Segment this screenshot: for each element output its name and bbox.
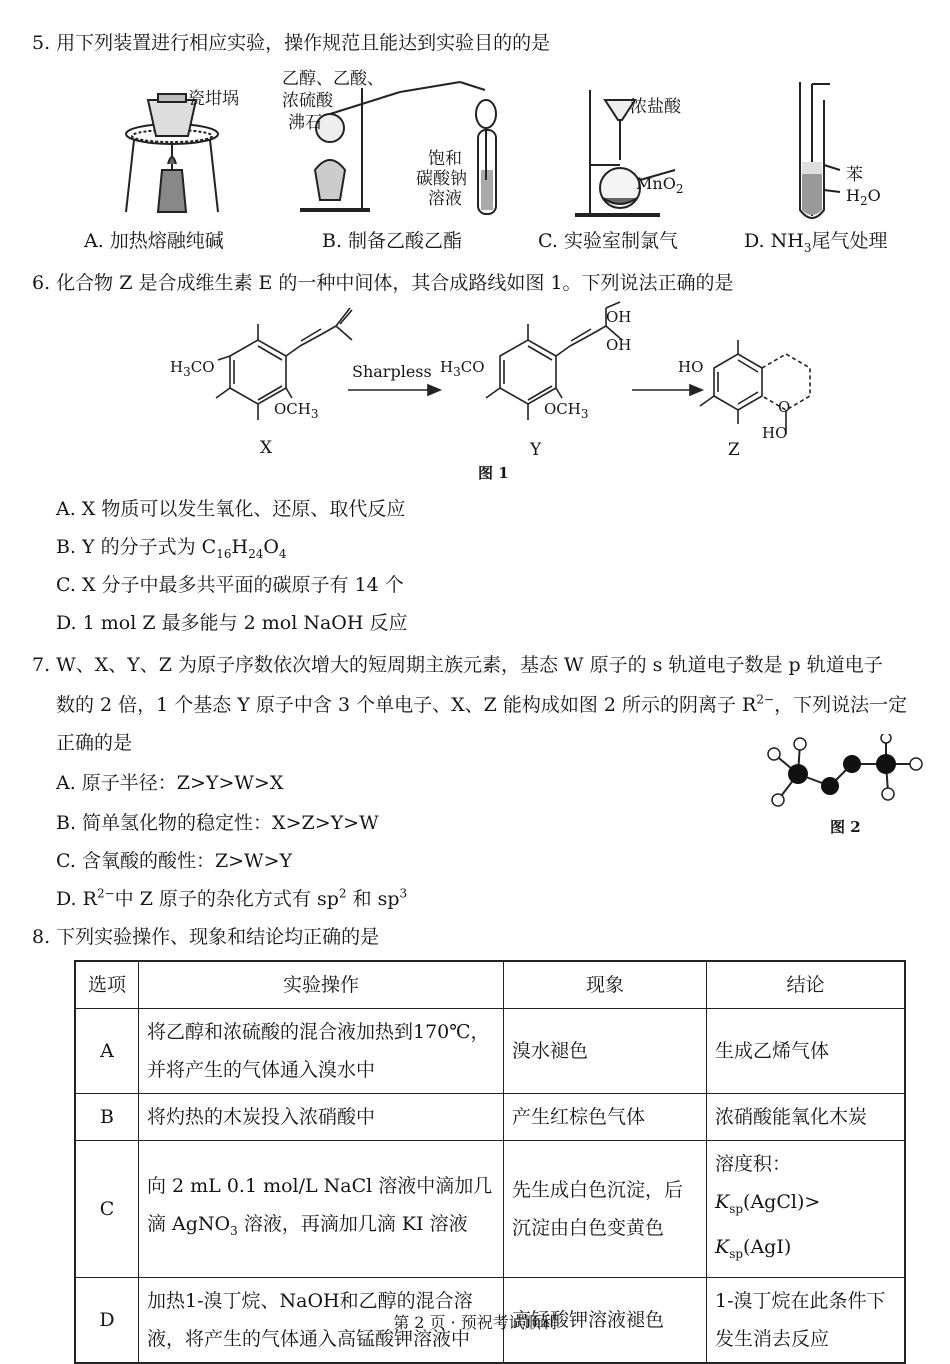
label-saturated-2: 碳酸钠 [416, 169, 467, 189]
row-b-operation: 将灼热的木炭投入浓硝酸中 [139, 1094, 504, 1141]
figure-2-anion-model [760, 734, 930, 814]
q7-option-d: D. $R^{2-}$中 Z 原子的杂化方式有 $sp^2$ 和 $sp^3$ [56, 886, 408, 910]
q6-option-a: A. X 物质可以发生氧化、还原、取代反应 [56, 498, 406, 520]
q5-option-b: B. 制备乙酸乙酯 [322, 230, 463, 252]
table-row [75, 1094, 905, 1141]
label-boiling-chip: 沸石 [288, 113, 322, 133]
row-c-conclusion: 溶度积：$K_{sp}(AgCl)>$ $K_{sp}(AgI)$ [707, 1141, 906, 1278]
header-operation: 实验操作 [139, 961, 504, 1009]
row-a-operation: 将乙醇和浓硫酸的混合液加热到170℃，并将产生的气体通入溴水中 [139, 1009, 504, 1094]
row-c-option: C [75, 1141, 139, 1278]
label-hcl: 浓盐酸 [630, 97, 681, 117]
reagent-sharpless: Sharpless [352, 362, 432, 381]
label-reagents: 乙醇、乙酸、 [282, 69, 384, 89]
row-d-operation: 加热1-溴丁烷、NaOH和乙醇的混合溶液，将产生的气体通入高锰酸钾溶液中 [139, 1277, 504, 1363]
q5-option-a: A. 加热熔融纯碱 [84, 230, 224, 252]
experiment-table [74, 960, 906, 1364]
y-oh-top: OH [606, 308, 632, 326]
row-b-option: B [75, 1094, 139, 1141]
row-c-phenomenon: 先生成白色沉淀，后沉淀由白色变黄色 [504, 1141, 707, 1278]
label-saturated-1: 饱和 [428, 149, 462, 169]
q6-option-d: D. 1 mol Z 最多能与 2 mol NaOH 反应 [56, 612, 408, 634]
q7-stem-line2: 数的 2 倍，1 个基态 Y 原子中含 3 个单电子、X、Z 能构成如图 2 所示的阴离子 $R^{2-}$，下列说法一定 [56, 692, 908, 716]
label-benzene: 苯 [846, 165, 863, 185]
figure-1-caption: 图 1 [478, 464, 509, 482]
table-header-row [75, 961, 905, 1009]
row-d-option: D [75, 1277, 139, 1363]
apparatus-d [800, 82, 840, 218]
table-row [75, 1009, 905, 1094]
x-h3co: $H_3CO$ [170, 358, 215, 379]
z-ho: HO [678, 358, 704, 376]
label-mno2: MnO$_2$ [636, 174, 684, 197]
compound-x-label: X [260, 438, 273, 458]
z-ho-bottom: HO [762, 424, 788, 442]
q7-option-a: A. 原子半径：Z>Y>W>X [56, 772, 284, 794]
label-water: $H_2O$ [846, 186, 881, 209]
q6-option-c: C. X 分子中最多共平面的碳原子有 14 个 [56, 574, 404, 596]
label-conc-acid: 浓硫酸 [282, 91, 333, 111]
compound-z-label: Z [728, 440, 740, 460]
row-d-conclusion: 1-溴丁烷在此条件下发生消去反应 [707, 1277, 906, 1363]
row-b-phenomenon: 产生红棕色气体 [504, 1094, 707, 1141]
q6-stem: 6. 化合物 Z 是合成维生素 E 的一种中间体，其合成路线如图 1。下列说法正确的是 [32, 272, 734, 294]
row-c-operation: 向 2 mL 0.1 mol/L NaCl 溶液中滴加几滴 AgNO$_3$ 溶液，再滴加几滴 KI 溶液 [139, 1141, 504, 1278]
y-och3: $OCH_3$ [544, 400, 589, 421]
row-a-phenomenon: 溴水褪色 [504, 1009, 707, 1094]
row-d-phenomenon: 高锰酸钾溶液褪色 [504, 1277, 707, 1363]
q5-option-d: D. $NH_3$尾气处理 [744, 230, 888, 255]
y-oh: OH [606, 336, 632, 354]
table-row [75, 1141, 905, 1278]
row-a-conclusion: 生成乙烯气体 [707, 1009, 906, 1094]
row-a-option: A [75, 1009, 139, 1094]
q8-stem: 8. 下列实验操作、现象和结论均正确的是 [32, 926, 380, 948]
row-b-conclusion: 浓硝酸能氧化木炭 [707, 1094, 906, 1141]
x-och3: $OCH_3$ [274, 400, 319, 421]
header-conclusion: 结论 [707, 961, 906, 1009]
q7-stem-line3: 正确的是 [56, 732, 133, 754]
q7-stem-line1: 7. W、X、Y、Z 为原子序数依次增大的短周期主族元素，基态 W 原子的 s 轨道电子数是 p 轨道电子 [32, 654, 883, 676]
q5-stem: 5. 用下列装置进行相应实验，操作规范且能达到实验目的的是 [32, 32, 551, 54]
figure-2-caption: 图 2 [830, 818, 861, 836]
header-phenomenon: 现象 [504, 961, 707, 1009]
page-footer: 第 2 页 · 预祝考试顺利 [393, 1313, 557, 1332]
figure-1-synthesis-route [160, 296, 820, 486]
q7-option-c: C. 含氧酸的酸性：Z>W>Y [56, 850, 293, 872]
z-ring-o: O [778, 398, 791, 416]
q6-option-b: B. Y 的分子式为 $C_{16}H_{24}O_4$ [56, 536, 287, 561]
q5-option-c: C. 实验室制氯气 [538, 230, 678, 252]
y-h3co: $H_3CO$ [440, 358, 485, 379]
header-option: 选项 [75, 961, 139, 1009]
label-crucible: 瓷坩埚 [188, 89, 239, 109]
q7-option-b: B. 简单氢化物的稳定性：X>Z>Y>W [56, 812, 379, 834]
label-saturated-3: 溶液 [428, 189, 462, 209]
compound-y-label: Y [530, 440, 542, 460]
apparatus-a [126, 94, 218, 212]
